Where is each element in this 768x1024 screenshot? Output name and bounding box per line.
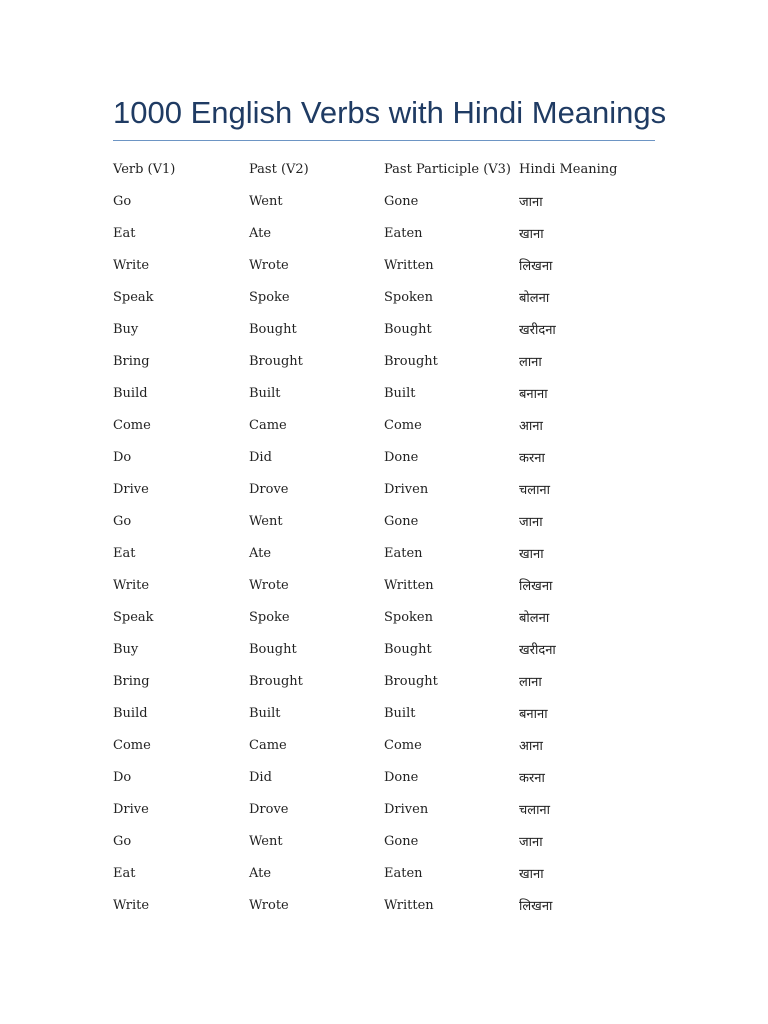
past-participle-v3-cell: Written [384,897,434,913]
verb-v1-cell: Bring [113,673,150,689]
verb-v1-cell: Write [113,897,150,913]
table-row [113,537,655,569]
past-participle-v3-cell: Eaten [384,865,423,881]
hindi-meaning-cell: खाना [519,547,544,562]
verb-v1-cell: Write [113,257,150,273]
hindi-meaning-cell: करना [519,451,545,466]
past-v2-cell: Brought [249,673,303,689]
verb-v1-cell: Do [113,769,132,785]
hindi-meaning-cell: लिखना [519,899,553,914]
header-verb-v1: Verb (V1) [113,161,176,177]
table-row [113,857,655,889]
verb-v1-cell: Bring [113,353,150,369]
past-participle-v3-cell: Gone [384,193,419,209]
verb-v1-cell: Build [113,385,148,401]
past-v2-cell: Drove [249,481,289,497]
past-v2-cell: Drove [249,801,289,817]
past-v2-cell: Bought [249,321,297,337]
table-row [113,313,655,345]
past-participle-v3-cell: Written [384,257,434,273]
past-v2-cell: Wrote [249,257,289,273]
verb-table-body [113,185,655,921]
past-participle-v3-cell: Gone [384,833,419,849]
hindi-meaning-cell: करना [519,771,545,786]
past-v2-cell: Spoke [249,609,290,625]
verb-v1-cell: Buy [113,641,139,657]
header-past-v2: Past (V2) [249,161,309,177]
table-row [113,665,655,697]
verb-v1-cell: Eat [113,865,136,881]
table-row [113,441,655,473]
past-participle-v3-cell: Come [384,417,422,433]
past-participle-v3-cell: Eaten [384,225,423,241]
past-v2-cell: Did [249,769,272,785]
table-row [113,633,655,665]
past-participle-v3-cell: Built [384,705,416,721]
hindi-meaning-cell: चलाना [519,803,551,818]
past-participle-v3-cell: Done [384,769,419,785]
table-row [113,505,655,537]
title-underline [113,140,655,141]
verb-v1-cell: Eat [113,545,136,561]
past-v2-cell: Wrote [249,897,289,913]
hindi-meaning-cell: आना [519,739,543,754]
table-row [113,601,655,633]
table-row [113,761,655,793]
hindi-meaning-cell: बोलना [519,291,550,306]
verb-v1-cell: Drive [113,801,149,817]
past-participle-v3-cell: Brought [384,673,438,689]
past-participle-v3-cell: Done [384,449,419,465]
verb-v1-cell: Go [113,833,132,849]
hindi-meaning-cell: जाना [519,835,543,850]
verb-v1-cell: Speak [113,289,154,305]
hindi-meaning-cell: खाना [519,227,544,242]
past-v2-cell: Came [249,737,287,753]
verb-v1-cell: Go [113,193,132,209]
table-row [113,697,655,729]
table-row [113,473,655,505]
past-v2-cell: Built [249,705,281,721]
header-past-participle-v3: Past Participle (V3) [384,161,511,177]
past-participle-v3-cell: Come [384,737,422,753]
table-row [113,409,655,441]
past-participle-v3-cell: Built [384,385,416,401]
table-row [113,249,655,281]
hindi-meaning-cell: बनाना [519,387,548,402]
hindi-meaning-cell: जाना [519,195,543,210]
verb-table [113,153,655,921]
verb-v1-cell: Speak [113,609,154,625]
past-participle-v3-cell: Spoken [384,289,433,305]
hindi-meaning-cell: लिखना [519,579,553,594]
verb-v1-cell: Come [113,417,151,433]
table-row [113,217,655,249]
past-v2-cell: Built [249,385,281,401]
verb-v1-cell: Build [113,705,148,721]
past-participle-v3-cell: Bought [384,641,432,657]
past-v2-cell: Went [249,513,283,529]
past-v2-cell: Bought [249,641,297,657]
hindi-meaning-cell: लाना [519,355,542,370]
table-row [113,377,655,409]
past-v2-cell: Ate [249,545,272,561]
table-row [113,825,655,857]
past-participle-v3-cell: Spoken [384,609,433,625]
verb-v1-cell: Go [113,513,132,529]
hindi-meaning-cell: लिखना [519,259,553,274]
table-row [113,569,655,601]
hindi-meaning-cell: आना [519,419,543,434]
hindi-meaning-cell: खरीदना [519,643,556,658]
table-row [113,793,655,825]
past-v2-cell: Went [249,193,283,209]
hindi-meaning-cell: लाना [519,675,542,690]
table-row [113,281,655,313]
past-v2-cell: Brought [249,353,303,369]
past-v2-cell: Wrote [249,577,289,593]
hindi-meaning-cell: खरीदना [519,323,556,338]
hindi-meaning-cell: चलाना [519,483,551,498]
verb-v1-cell: Do [113,449,132,465]
verb-v1-cell: Eat [113,225,136,241]
past-v2-cell: Did [249,449,272,465]
header-hindi-meaning: Hindi Meaning [519,161,618,177]
verb-v1-cell: Buy [113,321,139,337]
past-v2-cell: Came [249,417,287,433]
past-v2-cell: Went [249,833,283,849]
table-header-row [113,153,655,185]
hindi-meaning-cell: जाना [519,515,543,530]
verb-v1-cell: Write [113,577,150,593]
table-row [113,889,655,921]
table-row [113,185,655,217]
past-participle-v3-cell: Written [384,577,434,593]
verb-v1-cell: Come [113,737,151,753]
hindi-meaning-cell: बोलना [519,611,550,626]
document-page [113,92,667,921]
hindi-meaning-cell: बनाना [519,707,548,722]
document-title: 1000 English Verbs with Hindi Meanings [113,95,667,130]
past-participle-v3-cell: Driven [384,481,429,497]
past-v2-cell: Ate [249,865,272,881]
past-v2-cell: Ate [249,225,272,241]
verb-v1-cell: Drive [113,481,149,497]
table-row [113,345,655,377]
past-participle-v3-cell: Brought [384,353,438,369]
past-participle-v3-cell: Bought [384,321,432,337]
past-participle-v3-cell: Eaten [384,545,423,561]
table-row [113,729,655,761]
past-participle-v3-cell: Driven [384,801,429,817]
hindi-meaning-cell: खाना [519,867,544,882]
past-participle-v3-cell: Gone [384,513,419,529]
past-v2-cell: Spoke [249,289,290,305]
